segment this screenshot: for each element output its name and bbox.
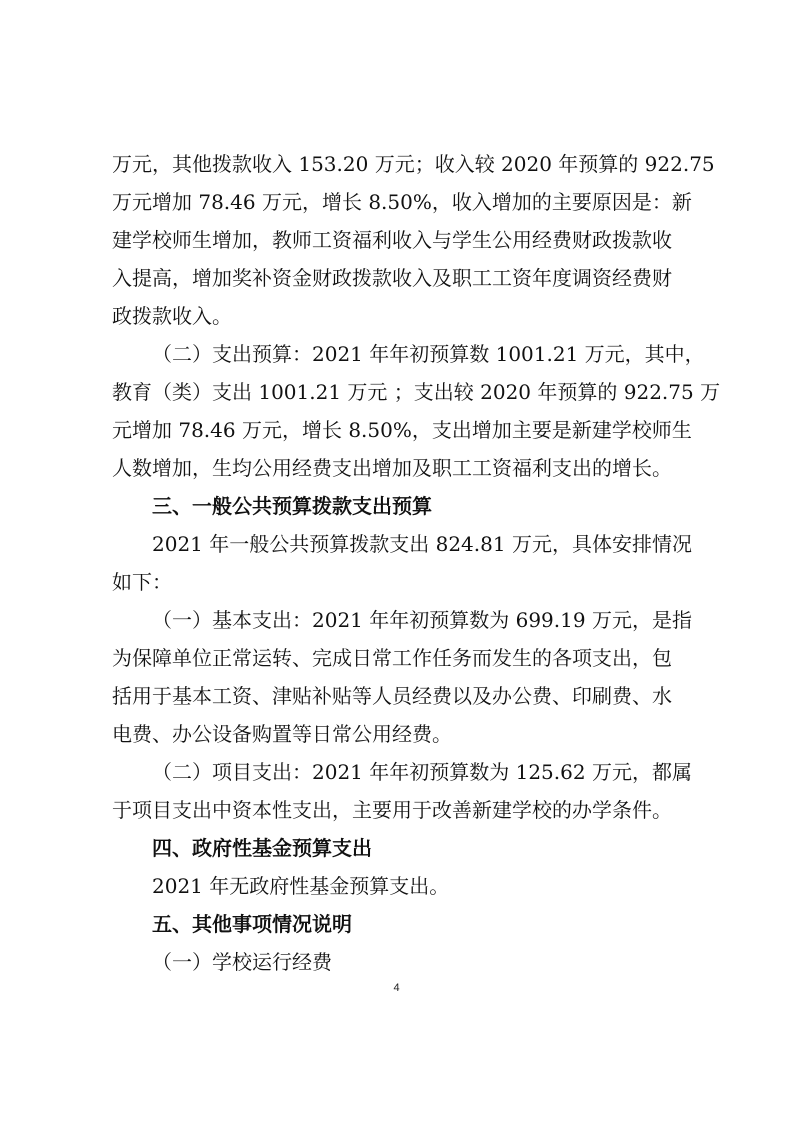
body-line: 万元增加 78.46 万元，增长 8.50%，收入增加的主要原因是：新	[112, 190, 692, 214]
body-line: 入提高，增加奖补资金财政拨款收入及职工工资年度调资经费财	[112, 266, 672, 290]
section-heading: 五、其他事项情况说明	[152, 912, 352, 936]
page-number: 4	[393, 982, 400, 994]
body-line: 教育（类）支出 1001.21 万元 ；支出较 2020 年预算的 922.75 万	[112, 380, 721, 404]
body-line: 2021 年一般公共预算拨款支出 824.81 万元，具体安排情况	[152, 532, 692, 556]
body-line: （一）学校运行经费	[152, 950, 332, 974]
body-line: 人数增加，生均公用经费支出增加及职工工资福利支出的增长。	[112, 456, 672, 480]
body-line: 万元，其他拨款收入 153.20 万元；收入较 2020 年预算的 922.75	[112, 152, 715, 176]
body-line: 建学校师生增加，教师工资福利收入与学生公用经费财政拨款收	[112, 228, 672, 252]
body-line: （二）支出预算：2021 年年初预算数 1001.21 万元，其中，	[152, 342, 705, 366]
body-line: 元增加 78.46 万元，增长 8.50%，支出增加主要是新建学校师生	[112, 418, 692, 442]
body-line: （一）基本支出：2021 年年初预算数为 699.19 万元，是指	[152, 608, 692, 632]
body-line: 2021 年无政府性基金预算支出。	[152, 874, 450, 898]
body-line: （二）项目支出：2021 年年初预算数为 125.62 万元，都属	[152, 760, 692, 784]
body-line: 括用于基本工资、津贴补贴等人员经费以及办公费、印刷费、水	[112, 684, 672, 708]
body-line: 于项目支出中资本性支出，主要用于改善新建学校的办学条件。	[112, 798, 672, 822]
body-line: 为保障单位正常运转、完成日常工作任务而发生的各项支出，包	[112, 646, 672, 670]
body-line: 如下：	[112, 570, 172, 594]
section-heading: 三、一般公共预算拨款支出预算	[152, 494, 432, 518]
section-heading: 四、政府性基金预算支出	[152, 836, 372, 860]
body-line: 政拨款收入。	[112, 304, 232, 328]
page-body	[112, 145, 721, 981]
body-line: 电费、办公设备购置等日常公用经费。	[112, 722, 452, 746]
